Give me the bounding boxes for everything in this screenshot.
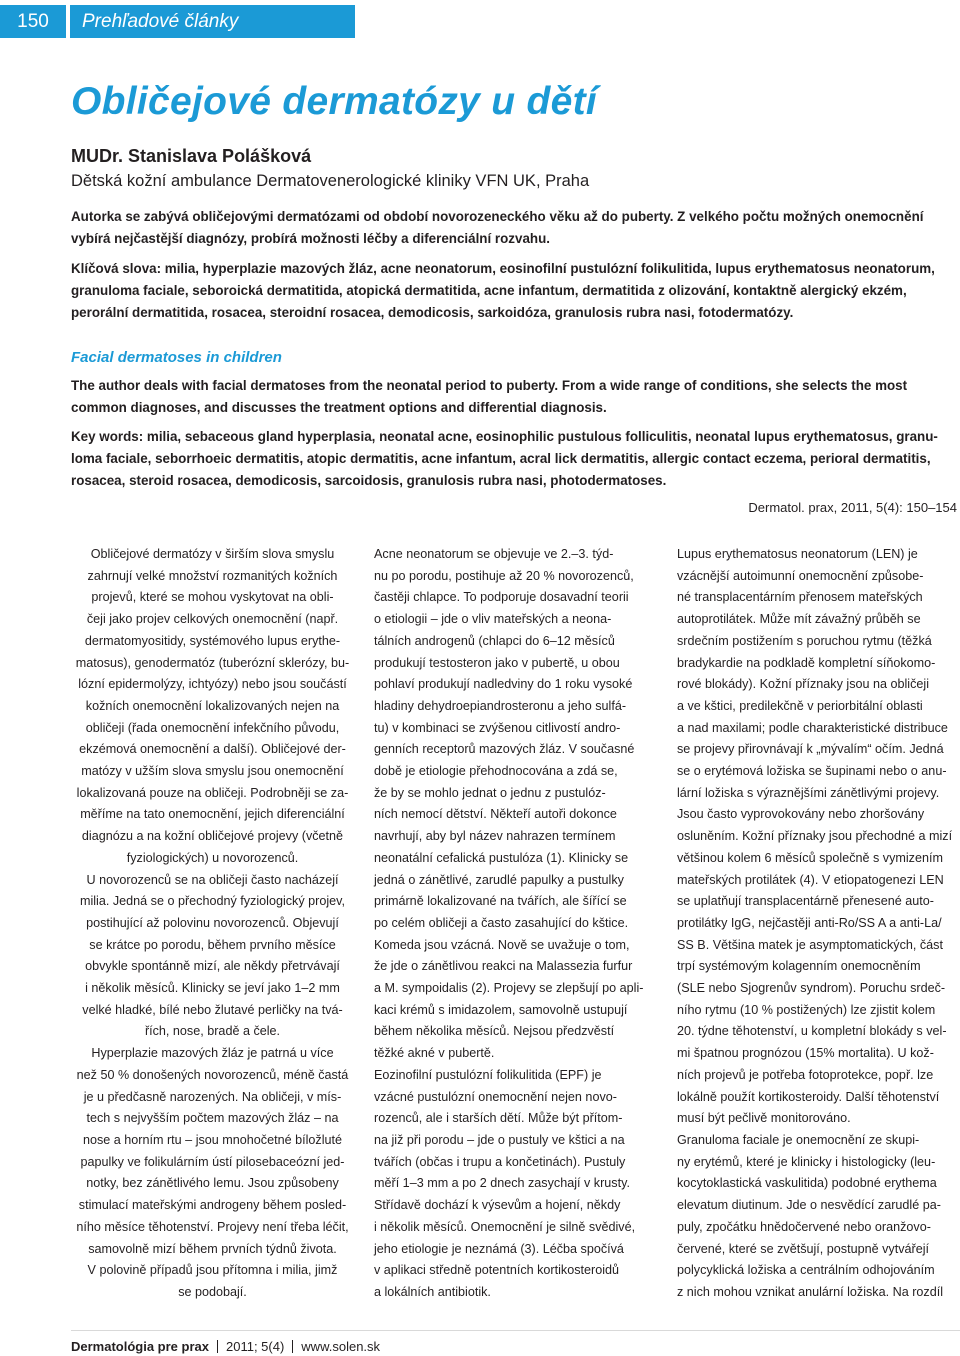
keywords-cz-text: milia, hyperplazie mazových žláz, acne neonatorum, eosinofilní pustulózní folikulitida, lupus erythematosus neonatorum, xyxy=(161,261,935,276)
body-text-line: polycyklická ložiska a centrálním odhojováním xyxy=(677,1263,935,1278)
body-text-line: těžké akné v pubertě. xyxy=(374,1046,495,1061)
body-text-line: než 50 % donošených novorozenců, méně častá xyxy=(76,1067,349,1082)
section-header: Prehľadové články xyxy=(70,5,355,38)
body-text-line: bradykardie na podkladě kompletní síňokomo- xyxy=(677,655,936,670)
citation: Dermatol. prax, 2011, 5(4): 150–154 xyxy=(748,500,957,515)
body-text-line: postihující až polovinu novorozenců. Objevují xyxy=(86,915,339,930)
page-number: 150 xyxy=(0,5,66,38)
footer-journal: Dermatológia pre prax xyxy=(71,1339,209,1354)
body-text-line: a M. sympoidalis (2). Projevy se zlepšují po apli- xyxy=(374,981,644,996)
body-text-line: i několik měsíců. Onemocnění je silně svědivé, xyxy=(374,1219,636,1234)
body-text-line: lokálně použít kortikosteroidy. Další těhotenství xyxy=(677,1089,940,1104)
body-text-line: ny erytémů, které je klinicky i histologicky (leu- xyxy=(677,1154,936,1169)
keywords-cz-line xyxy=(71,258,960,280)
body-text-line: primárně lokalizované na tvářích, ale šířící se xyxy=(374,894,627,909)
body-text-line: mi špatnou prognózou (15% mortalita). U kož- xyxy=(677,1046,934,1061)
body-text-line: během několika měsíců. Nejsou předzvěstí xyxy=(374,1024,615,1039)
body-text-line: hladiny dehydroepiandrosteronu a jeho sulfá- xyxy=(374,698,627,713)
english-title: Facial dermatoses in children xyxy=(71,349,282,366)
body-text-line: obličeji (řada onemocnění infekčního původu, xyxy=(85,720,340,735)
body-text-line: po celém obličeji a často zasahující do kštice. xyxy=(374,915,629,930)
body-text-line: projevů, které se mohou vyskytovat na obli- xyxy=(91,590,334,605)
keywords-cz-line: perorální dermatitida, rosacea, steroidní rosacea, demodicosis, sarkoidóza, granulosis rubra nasi, fotodermatózy. xyxy=(71,305,794,320)
body-text-line: ních projevů je potřeba fotoprotekce, popř. lze xyxy=(677,1067,934,1082)
body-text-line: častěji chlapce. To podporuje dosavadní teorii xyxy=(374,590,629,605)
body-text-line: tálních androgenů (chlapci do 6–12 měsíců xyxy=(374,633,615,648)
article-title: Obličejové dermatózy u dětí xyxy=(71,80,598,123)
body-text-line: Jsou často vyprovokovány nebo zhoršovány xyxy=(677,807,925,822)
abstract-cz xyxy=(71,206,960,250)
body-text-line: pohlaví produkují nadledviny do 1 roku vysoké xyxy=(374,677,633,692)
body-text-line: musí být pečlivě monitorováno. xyxy=(677,1111,851,1126)
author-name: MUDr. Stanislava Polášková xyxy=(71,146,312,166)
body-text-line: Komeda jsou vzácná. Nově se uvažuje o tom, xyxy=(374,937,630,952)
keywords-en-line: loma faciale, seborrhoeic dermatitis, atopic dermatitis, acne infantum, acral lick dermatitis, allergic contact eczema, perioral dermatitis, xyxy=(71,451,931,466)
keywords-en-text: milia, sebaceous gland hyperplasia, neonatal acne, eosinophilic pustulous folliculitis, neonatal lupus erythematosus, granu- xyxy=(143,429,938,444)
body-text-line: nu po porodu, postihuje až 20 % novorozenců, xyxy=(374,568,634,583)
body-text-line: milia. Jedná se o přechodný fyziologický projev, xyxy=(79,894,346,909)
footer-separator xyxy=(292,1340,293,1353)
body-text-line: tu) v kombinaci se zvýšenou citlivostí andro- xyxy=(374,720,621,735)
body-text-line: osluněním. Kožní příznaky jsou přechodné a mizí xyxy=(677,829,953,844)
author-affiliation: Dětská kožní ambulance Dermatovenerologické kliniky VFN UK, Praha xyxy=(71,172,590,190)
footer xyxy=(71,1339,380,1354)
body-text-line: rozenců, ale i starších dětí. Může být přítom- xyxy=(374,1111,623,1126)
body-text-line: srdečním postižením s poruchou rytmu (těžká xyxy=(677,633,932,648)
body-text-line: velké hladké, bílé nebo žlutavé perličky na tvá- xyxy=(82,1002,343,1017)
body-text-line: matózy v užším slova smyslu jsou onemocnění xyxy=(81,764,344,779)
body-text-line: a lokálních antibiotik. xyxy=(374,1284,491,1299)
body-text-line: diagnózu a na kožní obličejové projevy (včetně xyxy=(81,829,344,844)
abstract-en-line: The author deals with facial dermatoses from the neonatal period to puberty. From a wide range of conditions, she selects the most xyxy=(71,378,908,393)
body-text-line: že jde o zánětlivou reakci na Malassezia furfur xyxy=(374,959,633,974)
body-text-line: měříme na tato onemocnění, jejich diferenciální xyxy=(80,807,345,822)
body-text-line: ních nemocí dětství. Někteří autoři dokonce xyxy=(374,807,617,822)
body-column-1 xyxy=(71,544,354,1304)
body-text-line: na již při porodu – jde o pustuly ve kštici a na xyxy=(374,1132,625,1147)
body-column-2 xyxy=(374,544,657,1304)
body-text-line: je u předčasně narozených. Na obličeji, v mís- xyxy=(83,1089,342,1104)
body-text-line: se projevy přirovnávají k „mývalím“ očím. Jedná xyxy=(677,742,944,757)
body-text-line: se o erytémová ložiska se šupinami nebo o anu- xyxy=(677,764,947,779)
abstract-cz-line: Autorka se zabývá obličejovými dermatózami od období novorozeneckého věku až do puberty. Z velkého počtu možných onemocnění xyxy=(71,209,924,224)
body-text-line: nose a horním rtu – jsou mnohočetné bíložluté xyxy=(82,1132,343,1147)
body-text-line: Lupus erythematosus neonatorum (LEN) je xyxy=(677,547,918,561)
body-text-line: že by se mohlo jednat o jednu z pustulóz- xyxy=(374,785,606,800)
body-text-line: V polovině případů jsou přítomna i milia, jimž xyxy=(87,1263,338,1278)
keywords-en-line: rosacea, steroid rosacea, demodicosis, sarcoidosis, granulosis rubra nasi, photodermatoses. xyxy=(71,473,667,488)
body-text-line: notky, bez zánětlivého lemu. Jsou způsobeny xyxy=(86,1176,339,1191)
body-text-line: produkují testosteron jako v pubertě, u obou xyxy=(374,655,620,670)
body-text-line: genních receptorů mazových žláz. V současné xyxy=(374,742,635,757)
body-text-line: matosus), genodermatóz (tuberózní sklerózy, bu- xyxy=(75,655,350,670)
body-text-line: měří 1–3 mm a po 2 dnech zasychají v krusty. xyxy=(374,1176,630,1191)
body-text-line: elevatum diutinum. Jde o nesvědící zarudlé pa- xyxy=(677,1198,941,1213)
body-text-line: Obličejové dermatózy v širším slova smyslu xyxy=(90,547,335,561)
body-text-line: papulky ve folikulárním ústí pilosebaceózní jed- xyxy=(80,1154,345,1169)
abstract-en-line: common diagnoses, and discusses the treatment options and differential diagnosis. xyxy=(71,400,607,415)
body-text-line: se podobají. xyxy=(178,1284,247,1299)
body-text-line: navrhují, aby byl název nahrazen termínem xyxy=(374,829,616,844)
body-text-line: i několik měsíců. Klinicky se jeví jako 1–2 mm xyxy=(85,981,340,996)
body-text-line: obvykle spontánně mizí, ale někdy přetrvávají xyxy=(85,959,340,974)
body-text-line: rové blokády). Kožní příznaky jsou na obličeji xyxy=(677,677,930,692)
keywords-cz-label: Klíčová slova: xyxy=(71,261,162,276)
body-text-line: jeho etiologie je neznámá (3). Léčba spočívá xyxy=(374,1241,624,1256)
body-text-line: červené, které se zvětšují, postupně vytvářejí xyxy=(677,1241,929,1256)
body-text-line: 20. týdne těhotenství, u kompletní blokády s vel- xyxy=(677,1024,947,1039)
body-text-line: ního rytmu (10 % postižených) lze zjistit kolem xyxy=(677,1002,936,1017)
body-text-line: tech s nejvyšším počtem mazových žláz – na xyxy=(86,1111,339,1126)
body-text-line: U novorozenců se na obličeji často nacházejí xyxy=(86,872,339,887)
body-text-line: kožních onemocnění lokalizovaných nejen na xyxy=(85,698,340,713)
abstract-cz-line: vybírá nejčastější diagnózy, probírá možnosti léčby a diferenciální rozvahu. xyxy=(71,231,550,246)
body-text-line: jedná o zánětlivé, zarudlé papulky a pustulky xyxy=(374,872,624,887)
keywords-cz xyxy=(71,258,960,324)
body-column-3 xyxy=(677,544,960,1304)
footer-separator xyxy=(217,1340,218,1353)
body-text-line: puly, zpočátku hnědočervené nebo oranžovo- xyxy=(677,1219,931,1234)
body-text-line: a nad maxilami; podle charakteristické distribuce xyxy=(677,720,948,735)
footer-issue: 2011; 5(4) xyxy=(226,1339,285,1354)
body-text-line: autoprotilátek. Může mít závažný průběh se xyxy=(677,612,921,627)
keywords-en-line xyxy=(71,426,960,448)
body-text-line: SS B. Většina matek je asymptomatických, část xyxy=(677,937,943,952)
body-text-line: z nich mohou vznikat anulární ložiska. Na rozdíl xyxy=(677,1284,943,1299)
body-text-line: řích, nose, bradě a čele. xyxy=(144,1024,281,1039)
body-text-line: většinou kolem 6 měsíců společně s vymizením xyxy=(677,850,943,865)
body-text-line: vzácnější autoimunní onemocnění způsobe- xyxy=(677,568,924,583)
body-text-line: době je etiologie přehodnocována a zdá se, xyxy=(374,764,618,779)
body-text-line: trpí systémovým kolagenním onemocněním xyxy=(677,959,921,974)
body-text-line: Granuloma faciale je onemocnění ze skupi- xyxy=(677,1132,920,1147)
body-text-line: Eozinofilní pustulózní folikulitida (EPF) je xyxy=(374,1067,602,1082)
body-text-line: ekzémová onemocnění a další). Obličejové der- xyxy=(79,742,346,757)
body-text-line: vzácné pustulózní onemocnění nejen novo- xyxy=(374,1089,617,1104)
body-text-line: protilátky IgG, nejčastěji anti-Ro/SS A a anti-La/ xyxy=(677,915,942,930)
body-text-line: kaci krémů s imidazolem, samovolně ustupují xyxy=(374,1002,628,1017)
body-text-line: Hyperplazie mazových žláz je patrná u více xyxy=(91,1046,334,1061)
body-text-line: zahrnují velké množství rozmanitých kožních xyxy=(87,568,338,583)
body-text-line: tvářích (občas i trupu a končetinách). Pustuly xyxy=(374,1154,626,1169)
body-text-line: čeji jako projev celkových onemocnění (např. xyxy=(86,612,339,627)
body-text-line: kocytoklastická vaskulitida) podobné erythema xyxy=(677,1176,937,1191)
body-text-line: Acne neonatorum se objevuje ve 2.–3. týd- xyxy=(374,547,614,561)
footer-url[interactable]: www.solen.sk xyxy=(301,1339,381,1354)
body-text-line: se krátce po porodu, během prvního měsíce xyxy=(89,937,336,952)
body-text-line: né transplacentárním přenosem mateřských xyxy=(677,590,923,605)
body-text-line: o etiologii – jde o vliv mateřských a neona- xyxy=(374,612,612,627)
body-text-line: se uplatňují transplacentárně přenesené auto- xyxy=(677,894,934,909)
body-text-line: neonatální cefalická pustulóza (1). Klinicky se xyxy=(374,850,629,865)
body-text-line: a ve kštici, predilekčně v periorbitální oblasti xyxy=(677,698,923,713)
abstract-en xyxy=(71,375,960,419)
keywords-cz-line: granuloma faciale, seboroická dermatitida, atopická dermatitida, acne infantum, dermatitida z olizování, kontaktně alergický ekzém, xyxy=(71,283,907,298)
body-text-line: lózní epidermolýzy, ichtyózy) nebo jsou součástí xyxy=(78,677,347,692)
body-text-line: stimulací mateřskými androgeny během posled- xyxy=(78,1198,347,1213)
body-text-line: lární ložiska s výraznějšími zánětlivými projevy. xyxy=(677,785,940,800)
body-text-line: dermatomyositidy, systémového lupus erythe- xyxy=(84,633,341,648)
footer-divider xyxy=(71,1330,960,1331)
keywords-en xyxy=(71,426,960,492)
body-text-line: ního měsíce těhotenství. Projevy není třeba léčit, xyxy=(76,1219,349,1234)
body-text-line: mateřských protilátek (4). V etiopatogenezi LEN xyxy=(677,872,944,887)
body-text-line: samovolně mizí během prvních týdnů života. xyxy=(88,1241,337,1256)
body-text-line: Střídavě dochází k výsevům a hojení, někdy xyxy=(374,1198,621,1213)
body-text-line: v aplikaci středně potentních kortikosteroidů xyxy=(374,1263,620,1278)
body-text-line: (SLE nebo Sjogrenův syndrom). Poruchu srdeč- xyxy=(677,981,946,996)
body-text-line: fyziologických) u novorozenců. xyxy=(126,850,299,865)
keywords-en-label: Key words: xyxy=(71,429,144,444)
body-text-line: lokalizovaná pouze na obličeji. Podrobněji se za- xyxy=(76,785,349,800)
